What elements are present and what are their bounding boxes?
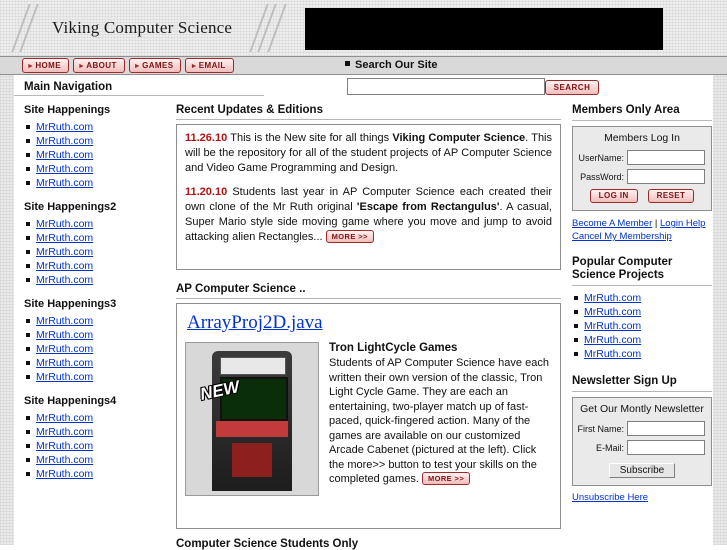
- nav-email-label: EMAIL: [198, 61, 226, 70]
- arcade-control-panel: [216, 421, 288, 437]
- list-item[interactable]: [36, 273, 169, 287]
- list-item[interactable]: [36, 467, 169, 481]
- first-name-input[interactable]: [627, 421, 705, 436]
- update-text-after: . This will be the repository for all of the student projects of AP Computer Science and Video Game Programming and Design.: [185, 132, 552, 174]
- newsletter-box-title: Get Our Montly Newsletter: [580, 403, 704, 415]
- list-item[interactable]: [36, 370, 169, 384]
- reset-button[interactable]: RESET: [648, 189, 695, 203]
- username-label: UserName:: [578, 152, 624, 163]
- sidebar-link[interactable]: MrRuth.com: [36, 343, 94, 355]
- members-heading: Members Only Area: [572, 104, 680, 116]
- sidebar-group-3-title: Site Happenings3: [24, 298, 117, 310]
- username-input[interactable]: [627, 150, 705, 165]
- feature-body: [185, 342, 552, 496]
- nav-games[interactable]: [129, 58, 182, 73]
- main-navigation-rule: [14, 95, 264, 96]
- list-item[interactable]: [36, 231, 169, 245]
- list-item[interactable]: [584, 305, 712, 319]
- list-item[interactable]: [584, 333, 712, 347]
- updates-heading: Recent Updates & Editions: [176, 104, 323, 116]
- updates-rule: [176, 119, 561, 120]
- sidebar-group-3-list: [24, 314, 169, 384]
- sidebar-link[interactable]: MrRuth.com: [36, 135, 94, 147]
- project-link[interactable]: MrRuth.com: [584, 348, 642, 360]
- sidebar-link[interactable]: MrRuth.com: [36, 371, 94, 383]
- project-link[interactable]: MrRuth.com: [584, 320, 642, 332]
- list-item[interactable]: [36, 439, 169, 453]
- sidebar-link[interactable]: MrRuth.com: [36, 468, 94, 480]
- sidebar-link[interactable]: MrRuth.com: [36, 412, 94, 424]
- sidebar-group-1-title: Site Happenings: [24, 104, 111, 116]
- newsletter-widget: [572, 397, 712, 486]
- feature-body-text: Students of AP Computer Science have each written their own version of the classic, Tron Light Cycle Game. They are each an entertaining, two-player match up of fast-paced, quick-fingered action. Many of the games are available on our customized Arcade Cabenet (pictured at the left). Click the more>> button to test your skills on the completed games.: [329, 357, 549, 485]
- list-item[interactable]: [36, 328, 169, 342]
- members-button-row: [579, 189, 705, 203]
- password-input[interactable]: [627, 169, 705, 184]
- password-row: [579, 169, 705, 184]
- sidebar-group-1-list: [24, 120, 169, 190]
- newsletter-rule: [572, 391, 712, 392]
- password-label: PassWord:: [580, 171, 624, 182]
- right-sidebar: [572, 104, 712, 503]
- projects-list: [572, 291, 712, 361]
- feature-more-button[interactable]: MORE >>: [422, 472, 470, 485]
- nav-about[interactable]: [73, 58, 125, 73]
- sidebar-group-2: [24, 201, 169, 287]
- sidebar-link[interactable]: MrRuth.com: [36, 246, 94, 258]
- new-badge: NEW: [198, 377, 242, 404]
- feature-box: [176, 303, 561, 529]
- project-link[interactable]: MrRuth.com: [584, 334, 642, 346]
- updates-box: [176, 124, 561, 270]
- list-item[interactable]: [36, 411, 169, 425]
- sidebar-link[interactable]: MrRuth.com: [36, 149, 94, 161]
- sidebar-link[interactable]: MrRuth.com: [36, 121, 94, 133]
- first-name-label: First Name:: [577, 423, 624, 434]
- members-box-title: Members Log In: [604, 132, 680, 144]
- list-item[interactable]: [584, 291, 712, 305]
- update-date: 11.26.10: [185, 132, 228, 144]
- search-button[interactable]: SEARCH: [545, 80, 599, 95]
- arcade-cabinet-image: [185, 342, 319, 496]
- list-item[interactable]: [36, 148, 169, 162]
- nav-about-label: ABOUT: [86, 61, 117, 70]
- projects-rule: [572, 285, 712, 286]
- sidebar-link[interactable]: MrRuth.com: [36, 329, 94, 341]
- email-row: [579, 440, 705, 455]
- update-text-bold: Viking Computer Science: [392, 132, 526, 144]
- nav-email[interactable]: [185, 58, 233, 73]
- sidebar-group-1: [24, 104, 169, 190]
- sidebar-group-2-list: [24, 217, 169, 287]
- projects-heading: Popular Computer Science Projects: [572, 256, 673, 281]
- list-item[interactable]: [36, 134, 169, 148]
- email-input[interactable]: [627, 440, 705, 455]
- list-item[interactable]: [36, 314, 169, 328]
- chevron-right-icon: ►: [133, 63, 142, 70]
- username-row: [579, 150, 705, 165]
- sidebar-link[interactable]: MrRuth.com: [36, 315, 94, 327]
- update-text: [185, 185, 552, 245]
- subscribe-button[interactable]: Subscribe: [609, 463, 675, 478]
- update-text: [185, 131, 552, 176]
- bullet-square-icon: [345, 61, 350, 66]
- site-title: Viking Computer Science: [52, 18, 233, 37]
- list-item[interactable]: [36, 245, 169, 259]
- sidebar-group-2-title: Site Happenings2: [24, 201, 117, 213]
- main-content: [176, 104, 561, 529]
- email-label: E-Mail:: [595, 442, 624, 453]
- list-item[interactable]: [584, 347, 712, 361]
- update-item: [185, 185, 552, 245]
- main-navigation-heading: Main Navigation: [24, 81, 113, 93]
- members-rule: [572, 120, 712, 121]
- arcade-marquee: [220, 357, 286, 375]
- site-header: [0, 0, 727, 56]
- list-item[interactable]: [584, 319, 712, 333]
- sidebar-link[interactable]: MrRuth.com: [36, 440, 94, 452]
- update-text-before: This is the New site for all things: [230, 132, 393, 144]
- feature-subtitle: Tron LightCycle Games: [329, 342, 458, 354]
- members-links: [572, 217, 712, 243]
- project-link[interactable]: MrRuth.com: [584, 306, 642, 318]
- sidebar-link[interactable]: MrRuth.com: [36, 232, 94, 244]
- cancel-membership-link[interactable]: Cancel My Membership: [572, 231, 672, 242]
- header-slash-decoration: [267, 4, 286, 52]
- update-item: [185, 131, 552, 176]
- sidebar-link[interactable]: MrRuth.com: [36, 274, 94, 286]
- list-item[interactable]: [36, 425, 169, 439]
- sidebar-group-4-list: [24, 411, 169, 481]
- unsubscribe-link[interactable]: Unsubscribe Here: [572, 492, 649, 503]
- sidebar-group-4: [24, 395, 169, 481]
- nav-games-label: GAMES: [142, 61, 174, 70]
- list-item[interactable]: [36, 259, 169, 273]
- list-item[interactable]: [36, 162, 169, 176]
- sidebar-link[interactable]: MrRuth.com: [36, 177, 94, 189]
- feature-text: [329, 342, 552, 496]
- update-date: 11.20.10: [185, 186, 228, 198]
- sidebar-link[interactable]: MrRuth.com: [36, 218, 94, 230]
- search-heading: [345, 59, 438, 71]
- project-link[interactable]: MrRuth.com: [584, 292, 642, 304]
- arcade-coin-door: [232, 443, 272, 477]
- login-button[interactable]: LOG IN: [590, 189, 638, 203]
- header-slash-decoration: [257, 4, 276, 52]
- list-item[interactable]: [36, 217, 169, 231]
- header-banner-image: [305, 8, 663, 50]
- login-help-link[interactable]: Login Help: [660, 218, 706, 229]
- first-name-row: [579, 421, 705, 436]
- update-text-bold: 'Escape from Rectangulus': [356, 201, 500, 213]
- update-more-button[interactable]: MORE >>: [326, 230, 374, 243]
- feature-heading: AP Computer Science ..: [176, 283, 306, 295]
- sidebar-group-3: [24, 298, 169, 384]
- sidebar-link[interactable]: MrRuth.com: [36, 260, 94, 272]
- feature-paragraph: [329, 356, 552, 487]
- list-item[interactable]: [36, 356, 169, 370]
- sidebar-group-4-title: Site Happenings4: [24, 395, 117, 407]
- chevron-right-icon: ►: [77, 63, 86, 70]
- link-separator: |: [652, 218, 661, 229]
- chevron-right-icon: ►: [190, 63, 198, 70]
- list-item[interactable]: [36, 342, 169, 356]
- newsletter-heading: Newsletter Sign Up: [572, 375, 677, 387]
- list-item[interactable]: [36, 120, 169, 134]
- sidebar-link[interactable]: MrRuth.com: [36, 454, 94, 466]
- sidebar-link[interactable]: MrRuth.com: [36, 357, 94, 369]
- list-item[interactable]: [36, 176, 169, 190]
- members-login-widget: [572, 126, 712, 211]
- sidebar-link[interactable]: MrRuth.com: [36, 426, 94, 438]
- feature-title-link[interactable]: ArrayProj2D.java: [187, 312, 323, 333]
- nav-buttons: [22, 58, 234, 73]
- update-text-after: . A casual, Super Mario style side moving game where you move and jump to avoid attacking alien Rectangles...: [185, 201, 552, 243]
- sidebar-link[interactable]: MrRuth.com: [36, 163, 94, 175]
- update-text-before: Students last year in AP Computer Science each created their own clone of the Mr Ruth original: [185, 186, 552, 213]
- search-heading-label: Search Our Site: [355, 59, 438, 71]
- sidebar: [24, 104, 169, 492]
- feature-rule: [176, 298, 561, 299]
- chevron-right-icon: ►: [27, 63, 35, 70]
- header-slash-decoration: [19, 4, 38, 52]
- nav-home-label: HOME: [35, 61, 61, 70]
- students-only-heading: Computer Science Students Only: [176, 538, 359, 550]
- become-member-link[interactable]: Become A Member: [572, 218, 653, 229]
- list-item[interactable]: [36, 453, 169, 467]
- nav-home[interactable]: [22, 58, 69, 73]
- search-input[interactable]: [347, 78, 545, 95]
